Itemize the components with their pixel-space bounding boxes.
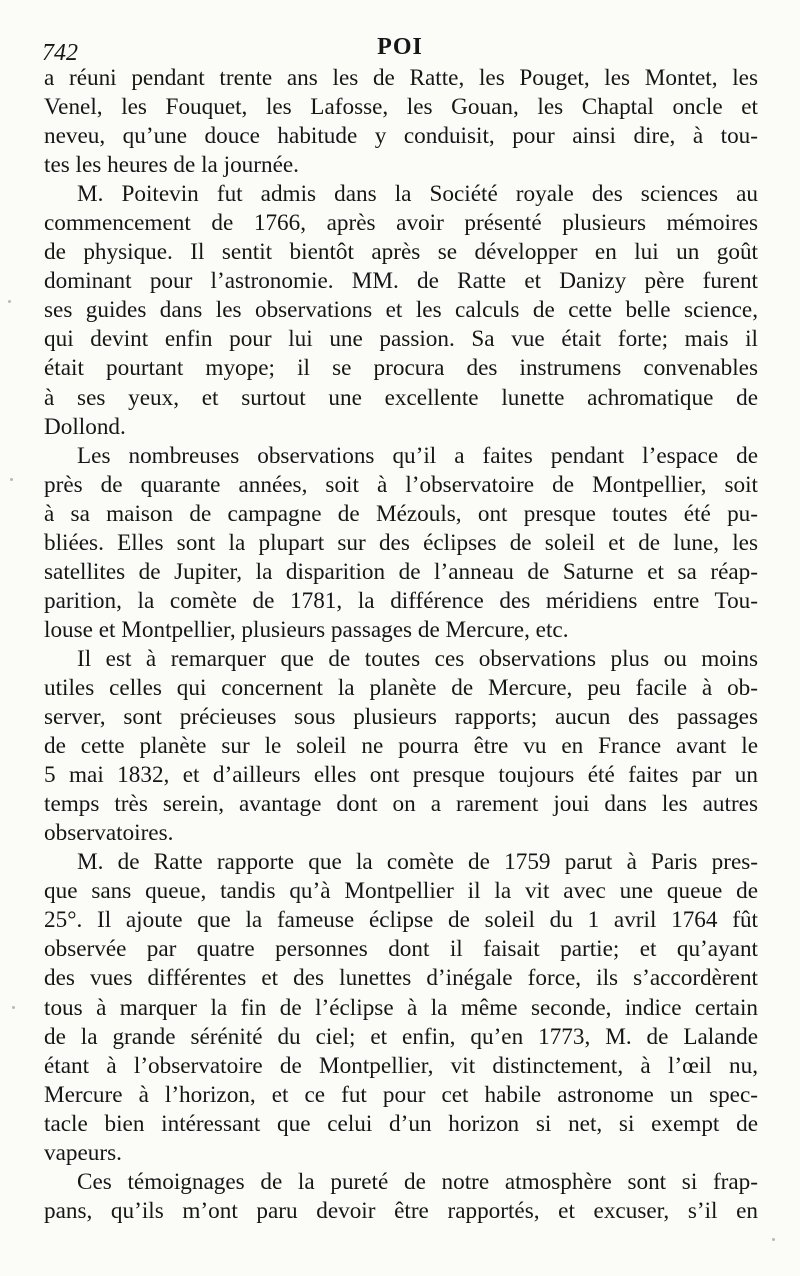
text-line: M. Poitevin fut admis dans la Société royale des sciences au xyxy=(77,181,758,208)
text-line: louse et Montpellier, plusieurs passages de Mercure, etc. xyxy=(44,616,569,643)
text-line: 5 mai 1832, et d’ailleurs elles ont presque toujours été faites par un xyxy=(44,762,758,789)
text-line: Mercure à l’horizon, et ce fut pour cet habile astronome un spec- xyxy=(44,1081,758,1108)
text-line: a réuni pendant trente ans les de Ratte, les Pouget, les Montet, les xyxy=(44,65,758,91)
paper-speck xyxy=(10,478,13,481)
text-line: à sa maison de campagne de Mézouls, ont presque toutes été pu- xyxy=(44,500,758,527)
text-line: tous à marquer la fin de l’éclipse à la même seconde, indice certain xyxy=(44,994,758,1021)
text-line: bliées. Elles sont la plupart sur des éclipses de soleil et de lune, les xyxy=(44,529,758,556)
text-line: ses guides dans les observations et les calculs de cette belle science, xyxy=(44,297,758,324)
text-line: était pourtant myope; il se procura des instrumens convenables xyxy=(44,355,758,382)
text-line: étant à l’observatoire de Montpellier, vit distinctement, à l’œil nu, xyxy=(44,1052,758,1079)
text-line: Ces témoignages de la pureté de notre atmosphère sont si frap- xyxy=(77,1168,758,1195)
text-line: Les nombreuses observations qu’il a faites pendant l’espace de xyxy=(77,442,758,469)
text-line: server, sont précieuses sous plusieurs rapports; aucun des passages xyxy=(44,704,758,731)
text-line: parition, la comète de 1781, la différence des méridiens entre Tou- xyxy=(44,587,758,614)
text-line: Il est à remarquer que de toutes ces observations plus ou moins xyxy=(77,645,758,672)
text-line: de cette planète sur le soleil ne pourra être vu en France avant le xyxy=(44,733,758,760)
text-line: tes les heures de la journée. xyxy=(44,152,299,179)
text-line: des vues différentes et des lunettes d’inégale force, ils s’accordèrent xyxy=(44,965,758,992)
text-line: observatoires. xyxy=(44,820,174,847)
paper-speck xyxy=(8,300,11,303)
text-line: pans, qu’ils m’ont paru devoir être rapportés, et excuser, s’il en xyxy=(44,1197,758,1224)
text-line: 25°. Il ajoute que la fameuse éclipse de soleil du 1 avril 1764 fût xyxy=(44,907,758,934)
page-header xyxy=(42,30,758,64)
paper-speck xyxy=(12,1006,15,1009)
text-line: temps très serein, avantage dont on a rarement joui dans les autres xyxy=(44,791,758,818)
running-head: POI xyxy=(377,34,423,60)
text-line: Venel, les Fouquet, les Lafosse, les Gouan, les Chaptal oncle et xyxy=(44,94,758,121)
text-line: à ses yeux, et surtout une excellente lunette achromatique de xyxy=(44,384,758,411)
text-line: observée par quatre personnes dont il faisait partie; et qu’ayant xyxy=(44,936,758,963)
text-line: commencement de 1766, après avoir présenté plusieurs mémoires xyxy=(44,210,758,237)
page-number: 742 xyxy=(42,40,78,66)
text-line: utiles celles qui concernent la planète de Mercure, peu facile à ob- xyxy=(44,674,758,701)
text-line: près de quarante années, soit à l’observatoire de Montpellier, soit xyxy=(44,471,758,498)
text-line: vapeurs. xyxy=(44,1139,122,1166)
text-line: que sans queue, tandis qu’à Montpellier il la vit avec une queue de xyxy=(44,878,758,905)
text-line: de physique. Il sentit bientôt après se développer en lui un goût xyxy=(44,239,758,266)
text-line: qui devint enfin pour lui une passion. Sa vue était forte; mais il xyxy=(44,326,758,353)
text-line: M. de Ratte rapporte que la comète de 1759 parut à Paris pres- xyxy=(77,849,758,876)
text-line: de la grande sérénité du ciel; et enfin, qu’en 1773, M. de Lalande xyxy=(44,1023,758,1050)
text-line: satellites de Jupiter, la disparition de l’anneau de Saturne et sa réap- xyxy=(44,558,758,585)
page-body xyxy=(44,64,758,1264)
text-line: dominant pour l’astronomie. MM. de Ratte et Danizy père furent xyxy=(44,268,758,295)
text-line: tacle bien intéressant que celui d’un horizon si net, si exempt de xyxy=(44,1110,758,1137)
text-line: Dollond. xyxy=(44,413,126,440)
text-line: neveu, qu’une douce habitude y conduisit, pour ainsi dire, à tou- xyxy=(44,123,758,150)
paper-speck xyxy=(772,1238,775,1241)
